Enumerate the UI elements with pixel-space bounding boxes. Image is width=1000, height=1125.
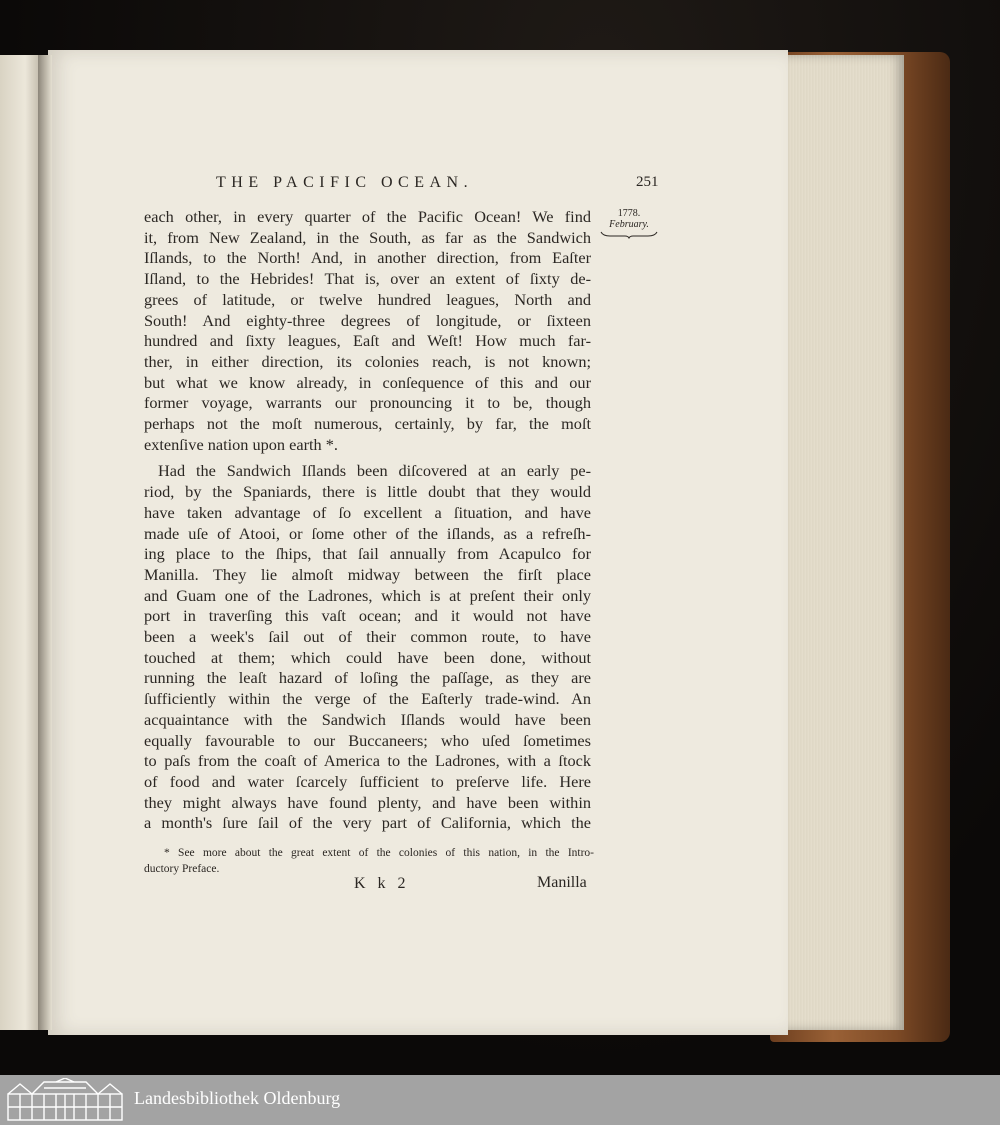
- margin-month: February.: [609, 219, 649, 230]
- text-line: grees of latitude, or twelve hundred leagues, North and: [144, 289, 591, 309]
- text-line: hundred and ſixty leagues, Eaſt and Weſt! How much far-: [144, 331, 591, 351]
- text-line: of food and water ſcarcely ſufficient to preſerve life. Here: [144, 771, 591, 791]
- text-line: touched at them; which could have been done, without: [144, 647, 591, 667]
- text-line: perhaps not the moſt numerous, certainly, by far, the moſt: [144, 414, 591, 434]
- text-line: former voyage, warrants our pronouncing it to be, though: [144, 393, 591, 413]
- page-edges: [786, 55, 904, 1030]
- catchword: Manilla: [537, 874, 587, 891]
- library-name: Landesbibliothek Oldenburg: [134, 1088, 341, 1108]
- footnote-line: ductory Preface.: [144, 863, 220, 875]
- text-line: Iſlands, to the North! And, in another direction, from Eaſter: [144, 248, 591, 268]
- text-line: to paſs from the coaſt of America to the Ladrones, with a ſtock: [144, 751, 591, 771]
- library-footer: [0, 1075, 1000, 1125]
- text-line: ing place to the ſhips, that ſail annually from Acapulco for: [144, 544, 591, 564]
- text-line: extenſive nation upon earth *.: [144, 434, 338, 454]
- library-building-icon: [6, 1078, 124, 1122]
- text-line: but what we know already, in conſequence of this and our: [144, 372, 591, 392]
- text-line: made uſe of Atooi, or ſome other of the iſlands, as a refreſh-: [144, 523, 591, 543]
- text-line: South! And eighty-three degrees of longitude, or ſixteen: [144, 310, 591, 330]
- text-line: acquaintance with the Sandwich Iſlands would have been: [144, 709, 591, 729]
- text-line: ther, in either direction, its colonies reach, is not known;: [144, 351, 591, 371]
- signature-mark: K k 2: [354, 875, 410, 892]
- text-line: and Guam one of the Ladrones, which is at preſent their only: [144, 585, 591, 605]
- left-page-edge: [0, 55, 42, 1030]
- margin-date-note: [598, 208, 660, 239]
- text-line: ſufficiently within the verge of the Eaſterly trade-wind. An: [144, 689, 591, 709]
- margin-year: 1778.: [617, 208, 641, 219]
- body-text: [144, 207, 591, 834]
- running-title: THE PACIFIC OCEAN.: [216, 174, 474, 191]
- text-line: Manilla. They lie almoſt midway between the firſt place: [144, 564, 591, 584]
- brace-icon: [600, 231, 658, 239]
- text-line: running the leaſt hazard of loſing the paſſage, as they are: [144, 668, 591, 688]
- text-line: been a week's ſail out of their common route, to have: [144, 627, 591, 647]
- text-line: they might always have found plenty, and have been within: [144, 792, 591, 812]
- text-line: it, from New Zealand, in the South, as far as the Sandwich: [144, 227, 591, 247]
- footnote: [144, 845, 594, 877]
- text-line: have taken advantage of ſo excellent a ſituation, and have: [144, 502, 591, 522]
- text-line: port in traverſing this vaſt ocean; and it would not have: [144, 606, 591, 626]
- text-line: Had the Sandwich Iſlands been diſcovered at an early pe-: [158, 461, 591, 481]
- text-line: Iſland, to the Hebrides! That is, over an extent of ſixty de-: [144, 269, 591, 289]
- text-line: equally favourable to our Buccaneers; who uſed ſometimes: [144, 730, 591, 750]
- text-line: riod, by the Spaniards, there is little doubt that they would: [144, 482, 591, 502]
- text-line: each other, in every quarter of the Pacific Ocean! We find: [144, 207, 591, 226]
- page-number: 251: [636, 174, 659, 190]
- text-line: a month's ſure ſail of the very part of California, which the: [144, 813, 591, 833]
- book-gutter: [38, 55, 52, 1030]
- footnote-line: * See more about the great extent of the colonies of this nation, in the Intro-: [164, 847, 594, 859]
